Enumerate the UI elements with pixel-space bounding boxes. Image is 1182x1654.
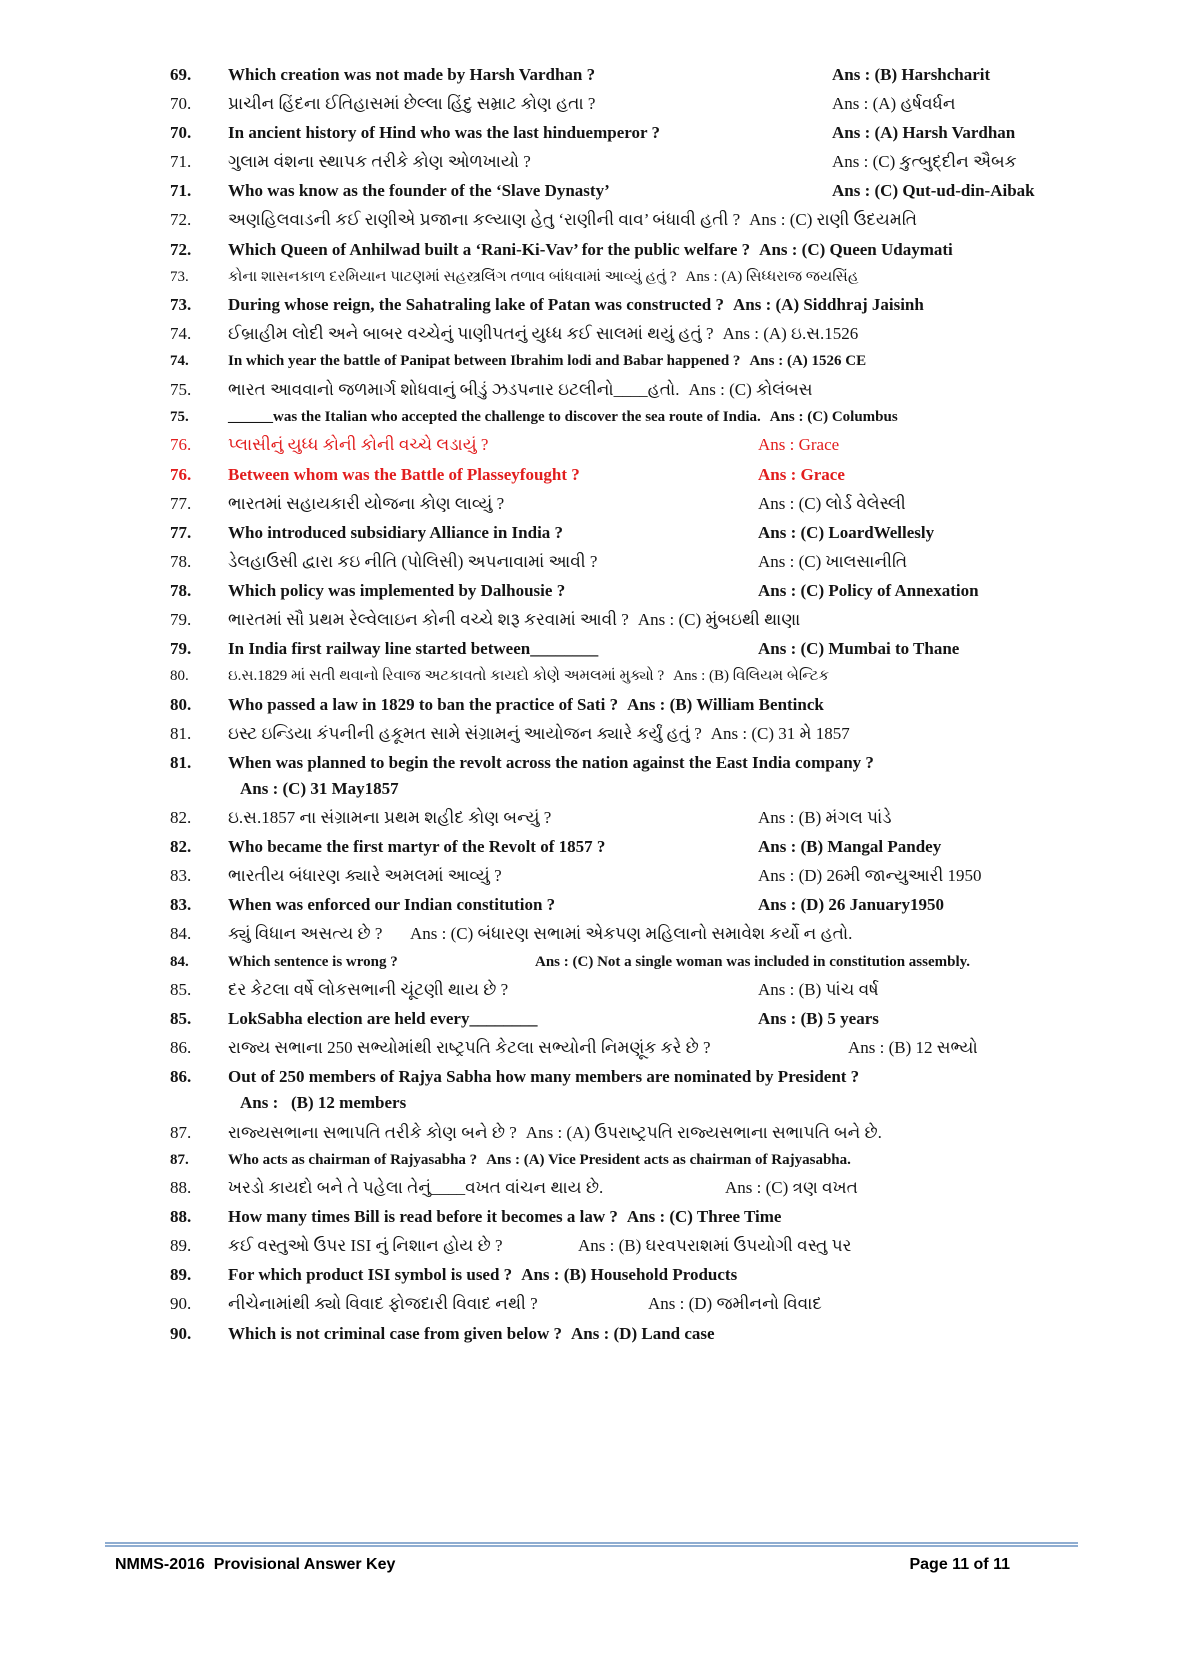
answer-text: Ans : (D) 26 January1950	[758, 895, 945, 915]
question-text: Who became the first martyr of the Revolt of 1857 ?	[228, 837, 606, 857]
qa-row-content	[228, 323, 1075, 345]
answer-text: Ans : (C) ત્રણ વખત	[725, 1178, 858, 1198]
qa-row	[170, 180, 1075, 202]
question-number: 72.	[170, 239, 192, 259]
question-number: 76.	[170, 464, 192, 484]
qa-row-content	[228, 667, 1075, 687]
question-number: 74.	[170, 324, 192, 344]
question-number: 69.	[170, 65, 192, 84]
qa-row-content	[228, 694, 1075, 716]
qa-row	[170, 667, 1075, 687]
qa-row	[170, 151, 1075, 173]
qa-row-content	[228, 979, 1075, 1001]
qa-row	[170, 923, 1075, 945]
qa-row	[170, 752, 1075, 800]
qa-row	[170, 493, 1075, 515]
answer-text: Ans : (D) Land case	[571, 1323, 715, 1343]
qa-row-content	[228, 1323, 1075, 1345]
qa-row	[170, 209, 1075, 231]
qa-row	[170, 894, 1075, 916]
question-number: 77.	[170, 522, 192, 542]
question-text: Out of 250 members of Rajya Sabha how many members are nominated by President ?	[228, 1067, 860, 1087]
answer-text: Ans : (B) 12 સભ્યો	[848, 1038, 978, 1058]
answer-text: Ans : (A) Siddhraj Jaisinh	[733, 295, 924, 315]
qa-row-content	[228, 638, 1075, 660]
answer-text: Ans : (C) 31 May1857	[240, 778, 399, 798]
question-number: 70.	[170, 123, 192, 143]
question-number: 88.	[170, 1178, 192, 1198]
question-number: 86.	[170, 1067, 192, 1087]
qa-row	[170, 1066, 1075, 1114]
qa-row	[170, 953, 1075, 973]
answer-text: Ans : (C) Queen Udaymati	[759, 239, 953, 259]
question-number: 84.	[170, 924, 192, 944]
qa-row-content	[228, 1151, 1075, 1171]
question-text: ભારત આવવાનો જળમાર્ગ શોધવાનું બીડું ઝડપનાર ઇટલીનો____હતો.	[228, 379, 680, 399]
qa-row	[170, 122, 1075, 144]
qa-row-content	[228, 723, 1075, 745]
answer-text: Ans : (C) ખાલસાનીતિ	[758, 551, 908, 571]
question-number: 71.	[170, 181, 192, 201]
qa-row	[170, 638, 1075, 660]
qa-row	[170, 64, 1075, 86]
qa-row	[170, 1293, 1075, 1315]
question-text: Which sentence is wrong ?	[228, 953, 398, 970]
qa-row-content	[228, 180, 1075, 202]
qa-row-content	[228, 1264, 1075, 1286]
question-text: During whose reign, the Sahatraling lake of Patan was constructed ?	[228, 295, 724, 315]
question-number: 72.	[170, 210, 192, 230]
qa-row-content	[228, 1293, 1075, 1315]
footer-doc-title: NMMS-2016 Provisional Answer Key	[115, 1556, 396, 1573]
question-text: ઇ.સ.1857 ના સંગ્રામના પ્રથમ શહીદ કોણ બન્યું ?	[228, 808, 552, 828]
answer-text: Ans : (B) Harshcharit	[832, 65, 991, 84]
question-number: 79.	[170, 639, 192, 659]
qa-row	[170, 1151, 1075, 1171]
qa-row	[170, 294, 1075, 316]
qa-row-content	[228, 894, 1075, 916]
qa-row	[170, 522, 1075, 544]
question-number: 86.	[170, 1038, 192, 1058]
question-number: 85.	[170, 1009, 192, 1029]
qa-row	[170, 551, 1075, 573]
question-number: 77.	[170, 493, 192, 513]
question-text: ભારતીય બંધારણ ક્યારે અમલમાં આવ્યું ?	[228, 866, 502, 886]
answer-text: Ans : (B) ઘરવપરાશમાં ઉપયોગી વસ્તુ પર	[578, 1236, 852, 1256]
answer-text: Ans : (C) કુત્બુદ્દીન ઐબક	[832, 152, 1017, 172]
qa-row	[170, 352, 1075, 372]
question-number: 75.	[170, 379, 192, 399]
qa-row-content	[228, 1122, 1075, 1144]
qa-row-content	[228, 1066, 1075, 1114]
question-number: 81.	[170, 723, 192, 743]
question-text: ભારતમાં સૌ પ્રથમ રેલ્વેલાઇન કોની વચ્ચે શરૂ કરવામાં આવી ?	[228, 610, 629, 629]
question-text: Which creation was not made by Harsh Vardhan ?	[228, 65, 596, 84]
qa-row-content	[228, 464, 1075, 486]
answer-text: Ans : (B) પાંચ વર્ષ	[758, 980, 879, 1000]
qa-row	[170, 1037, 1075, 1059]
question-text: Who introduced subsidiary Alliance in India ?	[228, 522, 564, 542]
question-text: In which year the battle of Panipat between Ibrahim lodi and Babar happened ?	[228, 353, 741, 370]
qa-row-content	[228, 1206, 1075, 1228]
qa-row-content	[228, 493, 1075, 515]
qa-row-content	[228, 352, 1075, 372]
answer-text: Ans : (C) બંધારણ સભામાં એકપણ મહિલાનો સમાવેશ કર્યો ન હતો.	[410, 924, 853, 944]
question-text: Between whom was the Battle of Plasseyfought ?	[228, 464, 580, 484]
question-answer-list	[170, 64, 1075, 1352]
answer-text: Ans : (C) LoardWellesly	[758, 522, 935, 542]
question-text: Which policy was implemented by Dalhousie ?	[228, 580, 566, 600]
answer-text: Ans : (C) રાણી ઉદયમતિ	[749, 210, 917, 230]
qa-row-content	[228, 1177, 1075, 1199]
answer-text: Ans : (A) Harsh Vardhan	[832, 123, 1016, 143]
answer-text: Ans : (D) 26મી જાન્યુઆરી 1950	[758, 866, 982, 886]
qa-row-content	[228, 752, 1075, 800]
answer-text: Ans : (C) Not a single woman was included in constitution assembly.	[535, 953, 971, 970]
qa-row-content	[228, 122, 1075, 144]
answer-text: Ans : (A) ઉપરાષ્ટ્રપતિ રાજ્યસભાના સભાપતિ બને છે.	[525, 1122, 882, 1142]
qa-row	[170, 694, 1075, 716]
answer-text: Ans : (A) ઇ.સ.1526	[722, 324, 859, 344]
answer-text: Ans : (B) William Bentinck	[627, 694, 824, 714]
question-text: Who was know as the founder of the ‘Slave Dynasty’	[228, 181, 610, 201]
qa-row-content	[228, 807, 1075, 829]
qa-row-content	[228, 209, 1075, 231]
question-number: 81.	[170, 752, 192, 772]
question-text: When was enforced our Indian constitution ?	[228, 895, 556, 915]
question-text: ખરડો કાયદો બને તે પહેલા તેનું____વખત વાંચન થાય છે.	[228, 1178, 604, 1198]
question-text: ______was the Italian who accepted the challenge to discover the sea route of India.	[228, 408, 761, 425]
qa-row-content	[228, 580, 1075, 602]
question-number: 89.	[170, 1265, 192, 1285]
question-number: 82.	[170, 808, 192, 828]
question-text: ગુલામ વંશના સ્થાપક તરીકે કોણ ઓળખાયો ?	[228, 152, 531, 172]
answer-text: Ans : (A) Vice President acts as chairman of Rajyasabha.	[486, 1151, 851, 1168]
question-text: પ્રાચીન હિંદના ઈતિહાસમાં છેલ્લા હિંદુ સમ્રાટ કોણ હતા ?	[228, 94, 596, 114]
answer-text: Ans : (A) સિધ્ધરાજ જયસિંહ	[685, 268, 859, 285]
question-number: 80.	[170, 668, 189, 685]
qa-row	[170, 93, 1075, 115]
answer-text: Ans : Grace	[758, 435, 840, 455]
qa-row	[170, 580, 1075, 602]
question-number: 82.	[170, 837, 192, 857]
answer-text: Ans : (C) 31 મે 1857	[710, 723, 850, 743]
qa-row	[170, 268, 1075, 288]
qa-row-content	[228, 836, 1075, 858]
qa-row-content	[228, 379, 1075, 401]
qa-row-content	[228, 609, 1075, 631]
question-text: ઇ.સ.1829 માં સતી થવાનો રિવાજ અટકાવતો કાયદો કોણે અમલમાં મુક્યો ?	[228, 668, 665, 685]
qa-row	[170, 408, 1075, 428]
qa-row	[170, 836, 1075, 858]
question-text: ક્યું વિધાન અસત્ય છે ?	[228, 924, 383, 944]
question-text: રાજ્યસભાના સભાપતિ તરીકે કોણ બને છે ?	[228, 1122, 517, 1142]
answer-text: Ans : (C) મુંબઇથી થાણા	[637, 610, 801, 629]
question-number: 80.	[170, 694, 192, 714]
question-number: 71.	[170, 152, 192, 172]
answer-text: Ans : (B) મંગલ પાંડે	[758, 808, 892, 828]
answer-text: Ans : (B) 5 years	[758, 1009, 879, 1029]
qa-row	[170, 1235, 1075, 1257]
qa-row	[170, 464, 1075, 486]
question-number: 83.	[170, 895, 192, 915]
qa-row	[170, 323, 1075, 345]
answer-text: Ans : (B) Mangal Pandey	[758, 837, 942, 857]
answer-text: Ans : (B) Household Products	[521, 1265, 738, 1285]
qa-row-content	[228, 1037, 1075, 1059]
qa-row	[170, 807, 1075, 829]
question-text: પ્લાસીનું યુધ્ધ કોની કોની વચ્ચે લડાયું ?	[228, 435, 489, 455]
answer-text: Ans : (C) Three Time	[626, 1207, 782, 1227]
answer-text: Ans : (C) Columbus	[769, 408, 898, 425]
answer-text: Ans : (C) Mumbai to Thane	[758, 639, 960, 659]
question-number: 78.	[170, 551, 192, 571]
answer-text: Ans : (A) હર્ષવર્ધન	[832, 94, 956, 114]
qa-row	[170, 1008, 1075, 1030]
question-text: Which is not criminal case from given below ?	[228, 1323, 562, 1343]
question-text: For which product ISI symbol is used ?	[228, 1265, 513, 1285]
qa-row-content	[228, 865, 1075, 887]
qa-row-content	[228, 953, 1075, 973]
answer-text: Ans : (B) 12 members	[240, 1093, 407, 1113]
qa-row	[170, 434, 1075, 456]
question-number: 85.	[170, 980, 192, 1000]
question-number: 84.	[170, 953, 189, 970]
question-number: 88.	[170, 1207, 192, 1227]
qa-row-content	[228, 408, 1075, 428]
answer-text: Ans : Grace	[758, 464, 845, 484]
question-number: 78.	[170, 580, 192, 600]
question-number: 87.	[170, 1122, 192, 1142]
qa-row-content	[228, 1008, 1075, 1030]
question-text: રાજ્ય સભાના 250 સભ્યોમાંથી રાષ્ટ્રપતિ કેટલા સભ્યોની નિમણૂંક કરે છે ?	[228, 1038, 711, 1058]
question-text: LokSabha election are held every________	[228, 1009, 538, 1029]
question-number: 79.	[170, 610, 192, 629]
answer-text: Ans : (C) Qut-ud-din-Aibak	[832, 181, 1035, 201]
qa-row	[170, 239, 1075, 261]
question-text: ઇસ્ટ ઇન્ડિયા કંપનીની હકૂમત સામે સંગ્રામનું આયોજન ક્યારે કર્યું હતું ?	[228, 723, 702, 743]
question-number: 83.	[170, 866, 192, 886]
question-number: 89.	[170, 1236, 192, 1256]
answer-text: Ans : (C) Policy of Annexation	[758, 580, 979, 600]
question-text: ભારતમાં સહાયકારી યોજના કોણ લાવ્યું ?	[228, 493, 505, 513]
qa-row-content	[228, 923, 1075, 945]
qa-row	[170, 379, 1075, 401]
footer-page-number: Page 11 of 11	[909, 1556, 1010, 1573]
qa-row-content	[228, 239, 1075, 261]
qa-row	[170, 609, 1075, 631]
question-text: નીચેનામાંથી ક્યો વિવાદ ફોજદારી વિવાદ નથી ?	[228, 1294, 538, 1314]
question-number: 75.	[170, 408, 189, 425]
qa-row	[170, 865, 1075, 887]
qa-row-content	[228, 64, 1075, 86]
qa-row-content	[228, 1235, 1075, 1257]
question-number: 73.	[170, 268, 189, 285]
qa-row	[170, 1323, 1075, 1345]
question-number: 87.	[170, 1151, 189, 1168]
question-number: 74.	[170, 353, 189, 370]
question-text: કોના શાસનકાળ દરમિયાન પાટણમાં સહસ્ત્રલિંગ તળાવ બાંધવામાં આવ્યું હતું ?	[228, 268, 677, 285]
question-text: કઈ વસ્તુઓ ઉપર ISI નું નિશાન હોય છે ?	[228, 1236, 503, 1256]
answer-text: Ans : (C) કોલંબસ	[688, 379, 813, 399]
question-text: અણહિલવાડની કઈ રાણીએ પ્રજાના કલ્યાણ હેતુ ‘રાણીની વાવ’ બંધાવી હતી ?	[228, 210, 741, 230]
qa-row-content	[228, 268, 1075, 288]
qa-row	[170, 1177, 1075, 1199]
qa-row-content	[228, 93, 1075, 115]
qa-row	[170, 979, 1075, 1001]
question-number: 90.	[170, 1323, 192, 1343]
qa-row	[170, 1264, 1075, 1286]
question-text: ઈબ્રાહીમ લોદી અને બાબર વચ્ચેનું પાણીપતનું યુધ્ધ કઈ સાલમાં થયું હતું ?	[228, 324, 714, 344]
qa-row-content	[228, 434, 1075, 456]
question-text: Who passed a law in 1829 to ban the practice of Sati ?	[228, 694, 619, 714]
answer-text: Ans : (B) વિલિયમ બેન્ટિક	[673, 668, 830, 685]
question-number: 73.	[170, 295, 192, 315]
question-text: How many times Bill is read before it becomes a law ?	[228, 1207, 618, 1227]
qa-row	[170, 1206, 1075, 1228]
qa-row-content	[228, 522, 1075, 544]
qa-row	[170, 723, 1075, 745]
question-text: In ancient history of Hind who was the last hinduemperor ?	[228, 123, 660, 143]
answer-text: Ans : (C) લોર્ડ વેલેસ્લી	[758, 493, 906, 513]
qa-row	[170, 1122, 1075, 1144]
answer-text: Ans : (A) 1526 CE	[749, 353, 867, 370]
question-number: 90.	[170, 1294, 192, 1314]
page-footer	[105, 1542, 1078, 1574]
question-text: Who acts as chairman of Rajyasabha ?	[228, 1151, 478, 1168]
question-text: દર કેટલા વર્ષે લોકસભાની ચૂંટણી થાય છે ?	[228, 980, 509, 1000]
question-number: 76.	[170, 435, 192, 455]
question-text: ડેલહાઉસી દ્વારા કઇ નીતિ (પોલિસી) અપનાવામાં આવી ?	[228, 551, 598, 571]
question-text: When was planned to begin the revolt across the nation against the East India company ?	[228, 752, 874, 772]
answer-text: Ans : (D) જમીનનો વિવાદ	[648, 1294, 822, 1314]
qa-row-content	[228, 294, 1075, 316]
qa-row-content	[228, 551, 1075, 573]
question-number: 70.	[170, 94, 192, 114]
question-text: In India first railway line started between________	[228, 639, 599, 659]
qa-row-content	[228, 151, 1075, 173]
question-text: Which Queen of Anhilwad built a ‘Rani-Ki-Vav’ for the public welfare ?	[228, 239, 751, 259]
